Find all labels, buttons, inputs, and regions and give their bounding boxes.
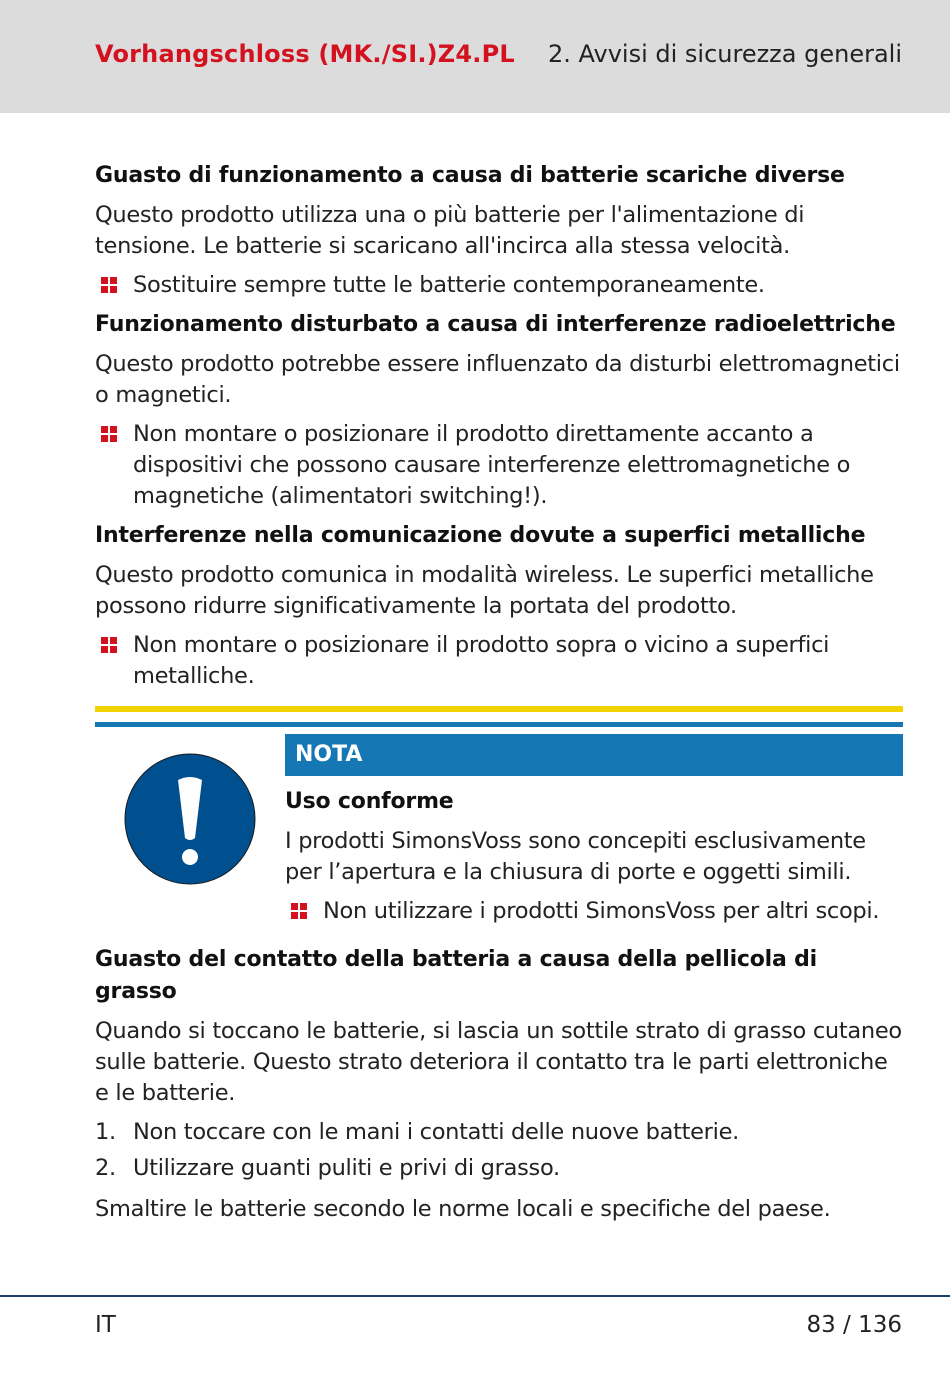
main-content xyxy=(95,160,903,1233)
numbered-step xyxy=(95,1117,903,1148)
red-squares-bullet-icon xyxy=(101,637,117,653)
warning-bullet xyxy=(95,270,903,301)
section-heading: Guasto del contatto della batteria a causa della pellicola di grasso xyxy=(95,947,817,1004)
product-title: Vorhangschloss (MK./SI.)Z4.PL xyxy=(95,40,515,68)
exclamation-icon xyxy=(123,752,257,886)
yellow-separator xyxy=(95,706,903,712)
note-bullet xyxy=(285,896,903,927)
note-text: I prodotti SimonsVoss sono concepiti esclusivamente per l’apertura e la chiusura di porte e oggetti simili. xyxy=(285,828,866,885)
step-text: Utilizzare guanti puliti e privi di grasso. xyxy=(133,1155,560,1181)
note-box xyxy=(95,734,903,944)
section-text: Questo prodotto utilizza una o più batterie per l'alimentazione di tensione. Le batterie si scaricano all'incirca alla stessa velocità. xyxy=(95,202,805,259)
bullet-text: Non montare o posizionare il prodotto direttamente accanto a dispositivi che possono causare interferenze elettromagnetiche o magnetiche (alimentatori switching!). xyxy=(133,421,851,509)
step-number: 1. xyxy=(95,1119,116,1145)
note-body xyxy=(285,734,903,935)
warning-bullet xyxy=(95,419,903,512)
section-text: Questo prodotto potrebbe essere influenzato da disturbi elettromagnetici o magnetici. xyxy=(95,351,900,408)
page-number: 83 / 136 xyxy=(806,1312,902,1338)
bullet-text: Non utilizzare i prodotti SimonsVoss per altri scopi. xyxy=(323,898,880,924)
note-label: NOTA xyxy=(285,734,903,776)
footer-divider xyxy=(0,1295,950,1297)
red-squares-bullet-icon xyxy=(291,903,307,919)
section-text: Questo prodotto comunica in modalità wireless. Le superfici metalliche possono ridurre significativamente la portata del prodotto. xyxy=(95,562,874,619)
step-number: 2. xyxy=(95,1155,116,1181)
page-header xyxy=(0,0,950,113)
section-text: Quando si toccano le batterie, si lascia un sottile strato di grasso cutaneo sulle batterie. Questo strato deteriora il contatto tra le parti elettroniche e le batterie. xyxy=(95,1018,902,1106)
warning-bullet xyxy=(95,630,903,692)
red-squares-bullet-icon xyxy=(101,277,117,293)
red-squares-bullet-icon xyxy=(101,426,117,442)
bullet-text: Sostituire sempre tutte le batterie contemporaneamente. xyxy=(133,272,765,298)
blue-separator xyxy=(95,722,903,727)
closing-text: Smaltire le batterie secondo le norme locali e specifiche del paese. xyxy=(95,1196,831,1222)
step-text: Non toccare con le mani i contatti delle nuove batterie. xyxy=(133,1119,739,1145)
language-code: IT xyxy=(95,1312,116,1338)
numbered-step xyxy=(95,1153,903,1184)
chapter-title: 2. Avvisi di sicurezza generali xyxy=(547,40,902,68)
note-heading: Uso conforme xyxy=(285,789,454,814)
section-heading: Funzionamento disturbato a causa di interferenze radioelettriche xyxy=(95,312,896,337)
section-heading: Interferenze nella comunicazione dovute a superfici metalliche xyxy=(95,523,866,548)
bullet-text: Non montare o posizionare il prodotto sopra o vicino a superfici metalliche. xyxy=(133,632,830,689)
section-heading: Guasto di funzionamento a causa di batterie scariche diverse xyxy=(95,163,845,188)
